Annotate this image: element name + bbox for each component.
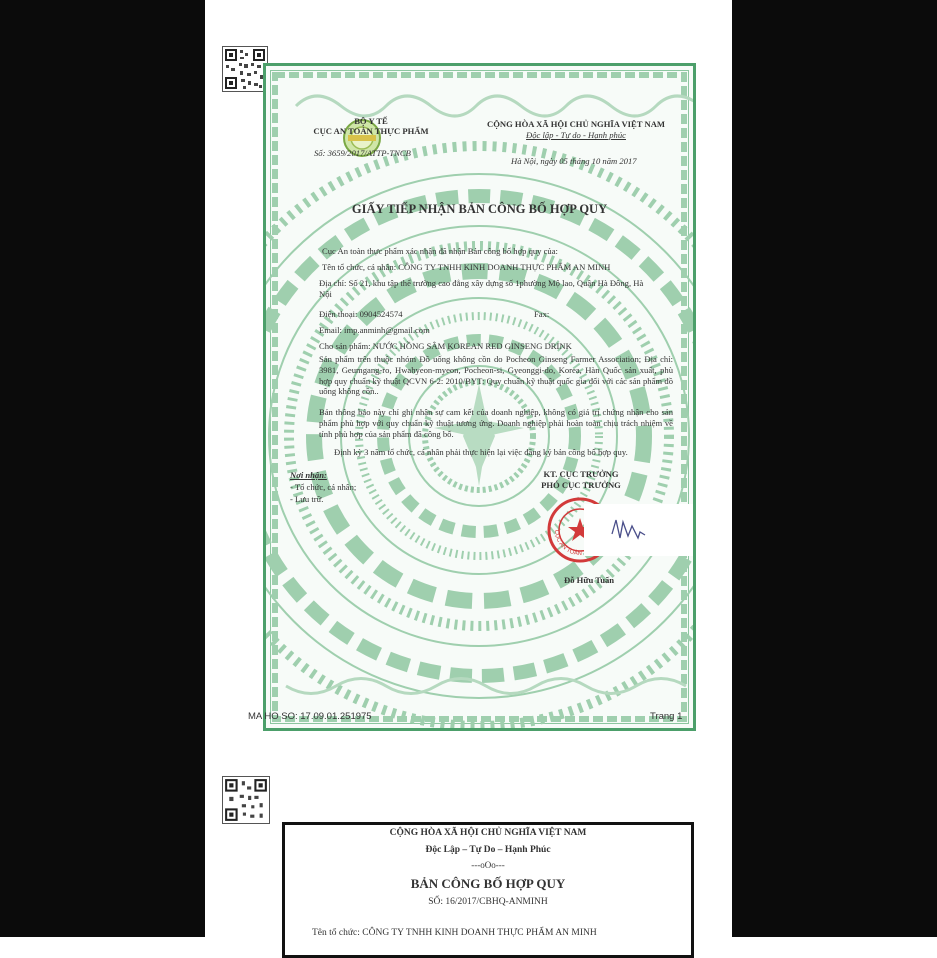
motto: Độc Lập – Tự Do – Hạnh Phúc — [425, 845, 551, 855]
qr-code-icon — [222, 776, 270, 824]
certificate-page — [218, 40, 721, 752]
recipient-item: - Lưu trữ. — [290, 494, 324, 504]
product-line: Cho sản phẩm: NƯỚC HỒNG SÂM KOREAN RED GINSENG DRINK — [319, 341, 572, 351]
signature-icon — [584, 504, 694, 556]
certificate-frame — [263, 63, 696, 731]
signatory-position: PHÓ CỤC TRƯỞNG — [541, 480, 621, 490]
certificate-title: GIẤY TIẾP NHẬN BẢN CÔNG BỐ HỢP QUY — [351, 202, 608, 216]
declaration-page — [206, 772, 718, 942]
motto: Độc lập - Tự do - Hạnh phúc — [526, 130, 626, 140]
email-line: Email: imp.anminh@gmail.com — [319, 325, 430, 335]
phone-line: Điện thoại: 0904524574 — [319, 309, 403, 319]
republic-header: CỘNG HÒA XÃ HỘI CHỦ NGHĨA VIỆT NAM — [389, 828, 587, 838]
signature-patch — [584, 504, 694, 556]
file-code: MA HO SO: 17.09.01.251975 — [248, 711, 372, 722]
signatory-title: KT. CỤC TRƯỞNG — [543, 469, 619, 479]
organization-line: Tên tổ chức: CÔNG TY TNHH KINH DOANH THỰC PHẨM AN MINH — [312, 928, 597, 938]
signer-name: Đỗ Hữu Tuấn — [564, 575, 615, 585]
separator: ---oOo--- — [471, 860, 505, 870]
declaration-number: SỐ: 16/2017/CBHQ-ANMINH — [428, 897, 548, 907]
disclaimer-paragraph: Bản thông báo này chỉ ghi nhận sự cam kết của doanh nghiệp, không có giá trị chứng nhận cho sản phẩm phù hợp với quy chuẩn kỹ thuật tương ứng. Doanh nghiệp phải hoàn toàn chịu trách nhiệm về tính phù hợp của sản phẩm đã công bố. — [319, 407, 673, 439]
declaration-title: BẢN CÔNG BỐ HỢP QUY — [410, 876, 566, 891]
renewal-note: Định kỳ 3 năm tổ chức, cá nhân phải thực hiện lại việc đăng ký bản công bố hợp quy. — [334, 447, 628, 457]
intro-text: Cục An toàn thực phẩm xác nhận đã nhận Bản công bố hợp quy của: — [322, 246, 558, 256]
ministry-name: BỘ Y TẾ — [354, 116, 388, 126]
left-black-margin — [0, 0, 205, 937]
qr-code-icon — [222, 46, 268, 92]
issue-date: Hà Nội, ngày 05 tháng 10 năm 2017 — [511, 156, 637, 166]
agency-name: CỤC AN TOÀN THỰC PHẨM — [313, 126, 429, 136]
organization-line: Tên tổ chức, cá nhân: CÔNG TY TNHH KINH DOANH THỰC PHẨM AN MINH — [322, 262, 611, 272]
address-line: Địa chỉ: Số 21, khu tập thể trường cao đẳng xây dựng số 1phường Mộ lao, Quận Hà Đông, Hà Nội — [319, 278, 644, 299]
republic-header: CỘNG HÒA XÃ HỘI CHỦ NGHĨA VIỆT NAM — [486, 119, 666, 129]
document-number: Số: 3659/2017/ATTP-TNCB — [314, 148, 411, 158]
recipient-item: - Tổ chức, cá nhân; — [290, 482, 357, 492]
svg-text:CỤC AN TOÀN THỰC PHẨM: CỤC AN TOÀN — [552, 529, 582, 558]
declaration-box — [282, 822, 694, 958]
page-number: Trang 1 — [650, 711, 683, 722]
recipients-label: Nơi nhận: — [290, 470, 327, 480]
product-description: Sản phẩm trên thuộc nhóm Đồ uống không cồn do Pocheon Ginseng Farmer Association; Địa chỉ: 3981, Geumgang-ro, Hwahyeon-myeon, Pocheon-si, Gyeonggi-do, Korea, Hàn Quốc sản xuất, phù hợp quy chuẩn kỹ thuật QCVN 6-2: 2010/BYT: Quy chuẩn kỹ thuật quốc gia đối với các sản phẩm đồ uống không cồn.. — [319, 354, 673, 397]
right-black-margin — [732, 0, 937, 937]
fax-line: Fax: — [534, 309, 550, 319]
